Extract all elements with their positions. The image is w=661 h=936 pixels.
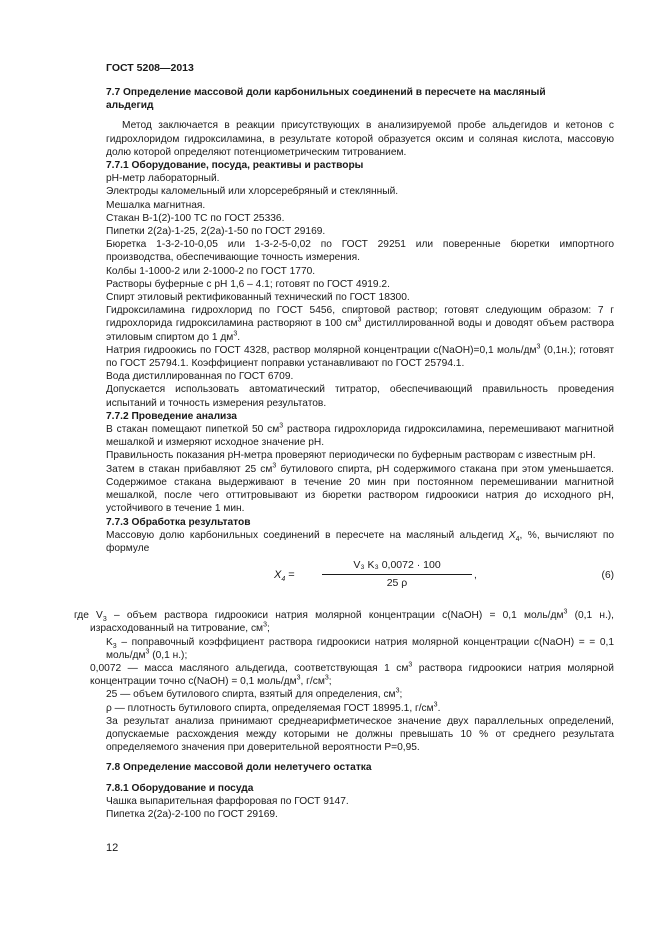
superscript: 3 bbox=[279, 422, 284, 430]
paragraph: Правильность показания рН-метра проверяют периодически по буферным растворам с известным рН. bbox=[106, 450, 596, 462]
document-body bbox=[74, 86, 615, 821]
paragraph: За результат анализа принимают среднеарифметическое значение двух параллельных определений, допускаемые расхождения между которыми не должны превышать 10 % от среднего результата определяемого значения при доверительной вероятности P=0,95. bbox=[106, 715, 614, 754]
text: 0,0072 — масса масляного альдегида, соответствующая 1 см bbox=[90, 662, 409, 674]
superscript: 3 bbox=[272, 462, 277, 470]
text: дистиллированной воды и доводят объем раствора этиловым спиртом до 1 дм bbox=[106, 318, 615, 343]
subscript: 3 bbox=[112, 642, 117, 650]
superscript: 3 bbox=[536, 343, 541, 351]
paragraph bbox=[106, 702, 614, 715]
text: , %, вычисляют по формуле bbox=[106, 529, 614, 554]
text: . bbox=[237, 331, 241, 343]
text: , г/см bbox=[300, 676, 325, 688]
text: раствора гидрохлорида гидроксиламина, перемешивают магнитной мешалкой и измеряют исходное значение рН. bbox=[106, 424, 614, 449]
superscript: 3 bbox=[433, 701, 438, 709]
list-item: Электроды каломельный или хлорсеребряный и стеклянный. bbox=[106, 186, 399, 198]
text: ; bbox=[266, 623, 270, 635]
subscript: 3 bbox=[102, 616, 107, 624]
superscript: 3 bbox=[324, 674, 329, 682]
superscript: 3 bbox=[408, 661, 413, 669]
superscript: 3 bbox=[563, 608, 568, 616]
text: раствора гидроокиси натрия молярной концентрации точно c(NaOH) = 0,1 моль/дм bbox=[90, 662, 614, 688]
list-item: Чашка выпарительная фарфоровая по ГОСТ 9147. bbox=[106, 795, 349, 807]
paragraph bbox=[106, 688, 614, 701]
paragraph bbox=[106, 423, 614, 449]
document-header: ГОСТ 5208—2013 bbox=[106, 62, 194, 74]
section-7-8-title: 7.8 Определение массовой доли нелетучего остатка bbox=[106, 762, 372, 774]
subsection-7-7-3-title: 7.7.3 Обработка результатов bbox=[106, 516, 251, 528]
section-title-line: альдегид bbox=[106, 100, 154, 112]
superscript: 3 bbox=[357, 317, 362, 325]
subsection-7-7-2-title: 7.7.2 Проведение анализа bbox=[106, 410, 237, 422]
subsection-7-7-1-title: 7.7.1 Оборудование, посуда, реактивы и растворы bbox=[106, 160, 364, 172]
superscript: 3 bbox=[145, 648, 150, 656]
paragraph bbox=[106, 304, 614, 344]
text: K bbox=[106, 636, 113, 648]
text: ρ — плотность бутилового спирта, определяемая ГОСТ 18995.1, г/см bbox=[106, 702, 434, 714]
text: Затем в стакан прибавляют 25 см bbox=[106, 463, 273, 475]
formula-lhs bbox=[274, 569, 295, 582]
text: Массовую долю карбонильных соединений в пересчете на масляный альдегид bbox=[106, 529, 509, 541]
subscript: 4 bbox=[515, 535, 520, 543]
superscript: 3 bbox=[296, 674, 301, 682]
formula-6 bbox=[106, 559, 614, 603]
section-7-7-title bbox=[106, 86, 614, 112]
list-item: Колбы 1-1000-2 или 2-1000-2 по ГОСТ 1770. bbox=[106, 265, 316, 277]
list-item: Пипетка 2(2а)-2-100 по ГОСТ 29169. bbox=[106, 808, 278, 820]
list-item: Спирт этиловый ректификованный технический по ГОСТ 18300. bbox=[106, 292, 410, 304]
text: (0,1 н.); bbox=[149, 649, 188, 661]
text: В стакан помещают пипеткой 50 см bbox=[106, 424, 280, 436]
superscript: 3 bbox=[233, 330, 238, 338]
text: . bbox=[437, 702, 441, 714]
list-item: Стакан В-1(2)-100 ТС по ГОСТ 25336. bbox=[106, 212, 285, 224]
list-item: Пипетки 2(2а)-1-25, 2(2а)-1-50 по ГОСТ 29169. bbox=[106, 226, 326, 238]
text: – поправочный коэффициент раствора гидроокиси натрия молярной концентрации c(NaOH) = = 0,1 моль/дм bbox=[106, 636, 614, 661]
superscript: 3 bbox=[395, 687, 400, 695]
text: бутилового спирта, рН содержимого стакана при этом уменьшается. Содержимое стакана выдерживают в течение 20 мин при постоянном перемешивании магнитной мешалкой, после чего оттитровывают из бюретки раствором гидроокиси натрия до исходного рН, устойчивого в течение 1 мин. bbox=[106, 463, 614, 515]
paragraph bbox=[106, 463, 614, 516]
text: Натрия гидроокись по ГОСТ 4328, раствор молярной концентрации c(NaOH)=0,1 моль/дм bbox=[106, 344, 537, 356]
variable: X bbox=[508, 529, 516, 541]
list-item: Мешалка магнитная. bbox=[106, 199, 206, 211]
superscript: 3 bbox=[263, 621, 267, 629]
list-item: Вода дистиллированная по ГОСТ 6709. bbox=[106, 371, 294, 383]
equals-sign: = bbox=[285, 569, 295, 582]
text: – объем раствора гидроокиси натрия молярной концентрации c(NaOH) = 0,1 моль/дм bbox=[106, 610, 564, 622]
paragraph: Метод заключается в реакции присутствующих в анализируемой пробе альдегидов и кетонов с гидрохлоридом гидроксиламина, в результате которой образуется оксим и соляная кислота, массовую долю которой определяют потенциометрическим титрованием. bbox=[106, 120, 614, 158]
formula-denominator: 25 ρ bbox=[386, 577, 408, 590]
formula-variable: X bbox=[274, 569, 282, 582]
text: ; bbox=[328, 676, 332, 688]
text: где V bbox=[74, 610, 103, 622]
list-item: Растворы буферные с рН 1,6 – 4.1; готовят по ГОСТ 4919.2. bbox=[106, 278, 390, 290]
paragraph: Допускается использовать автоматический титратор, обеспечивающий правильность проведения испытаний и точность измерения результатов. bbox=[106, 384, 614, 409]
paragraph bbox=[90, 662, 614, 688]
paragraph bbox=[106, 636, 614, 662]
paragraph bbox=[106, 344, 614, 370]
text: (0,1 н.), израсходованный на титрование, см bbox=[90, 610, 614, 635]
list-item: Бюретка 1-3-2-10-0,05 или 1-3-2-5-0,02 по ГОСТ 29251 или поверенные бюретки импортного производства, обеспечивающие точность измерения. bbox=[106, 239, 614, 264]
paragraph bbox=[106, 529, 614, 555]
subscript: 4 bbox=[281, 576, 286, 584]
page-number: 12 bbox=[106, 842, 119, 854]
section-title-line: 7.7 Определение массовой доли карбонильных соединений в пересчете на масляный bbox=[106, 87, 546, 98]
paragraph bbox=[74, 608, 614, 635]
formula-numerator: V₃ K₃ 0,0072 · 100 bbox=[322, 559, 472, 575]
text: (0,1н.); готовят по ГОСТ 25794.1. Коэффициент поправки устанавливают по ГОСТ 25794.1. bbox=[106, 344, 614, 370]
formula-comma: , bbox=[474, 570, 477, 582]
formula-fraction bbox=[322, 559, 472, 590]
text: ; bbox=[399, 689, 403, 701]
list-item: рН-метр лабораторный. bbox=[106, 173, 220, 185]
formula-number: (6) bbox=[601, 570, 614, 582]
text: Гидроксиламина гидрохлорид по ГОСТ 5456, спиртовой раствор; готовят следующим образом: 7 г гидрохлорида гидроксиламина растворяют в 100 см bbox=[106, 305, 614, 330]
subsection-7-8-1-title: 7.8.1 Оборудование и посуда bbox=[106, 782, 254, 794]
text: 25 — объем бутилового спирта, взятый для определения, см bbox=[106, 689, 396, 701]
